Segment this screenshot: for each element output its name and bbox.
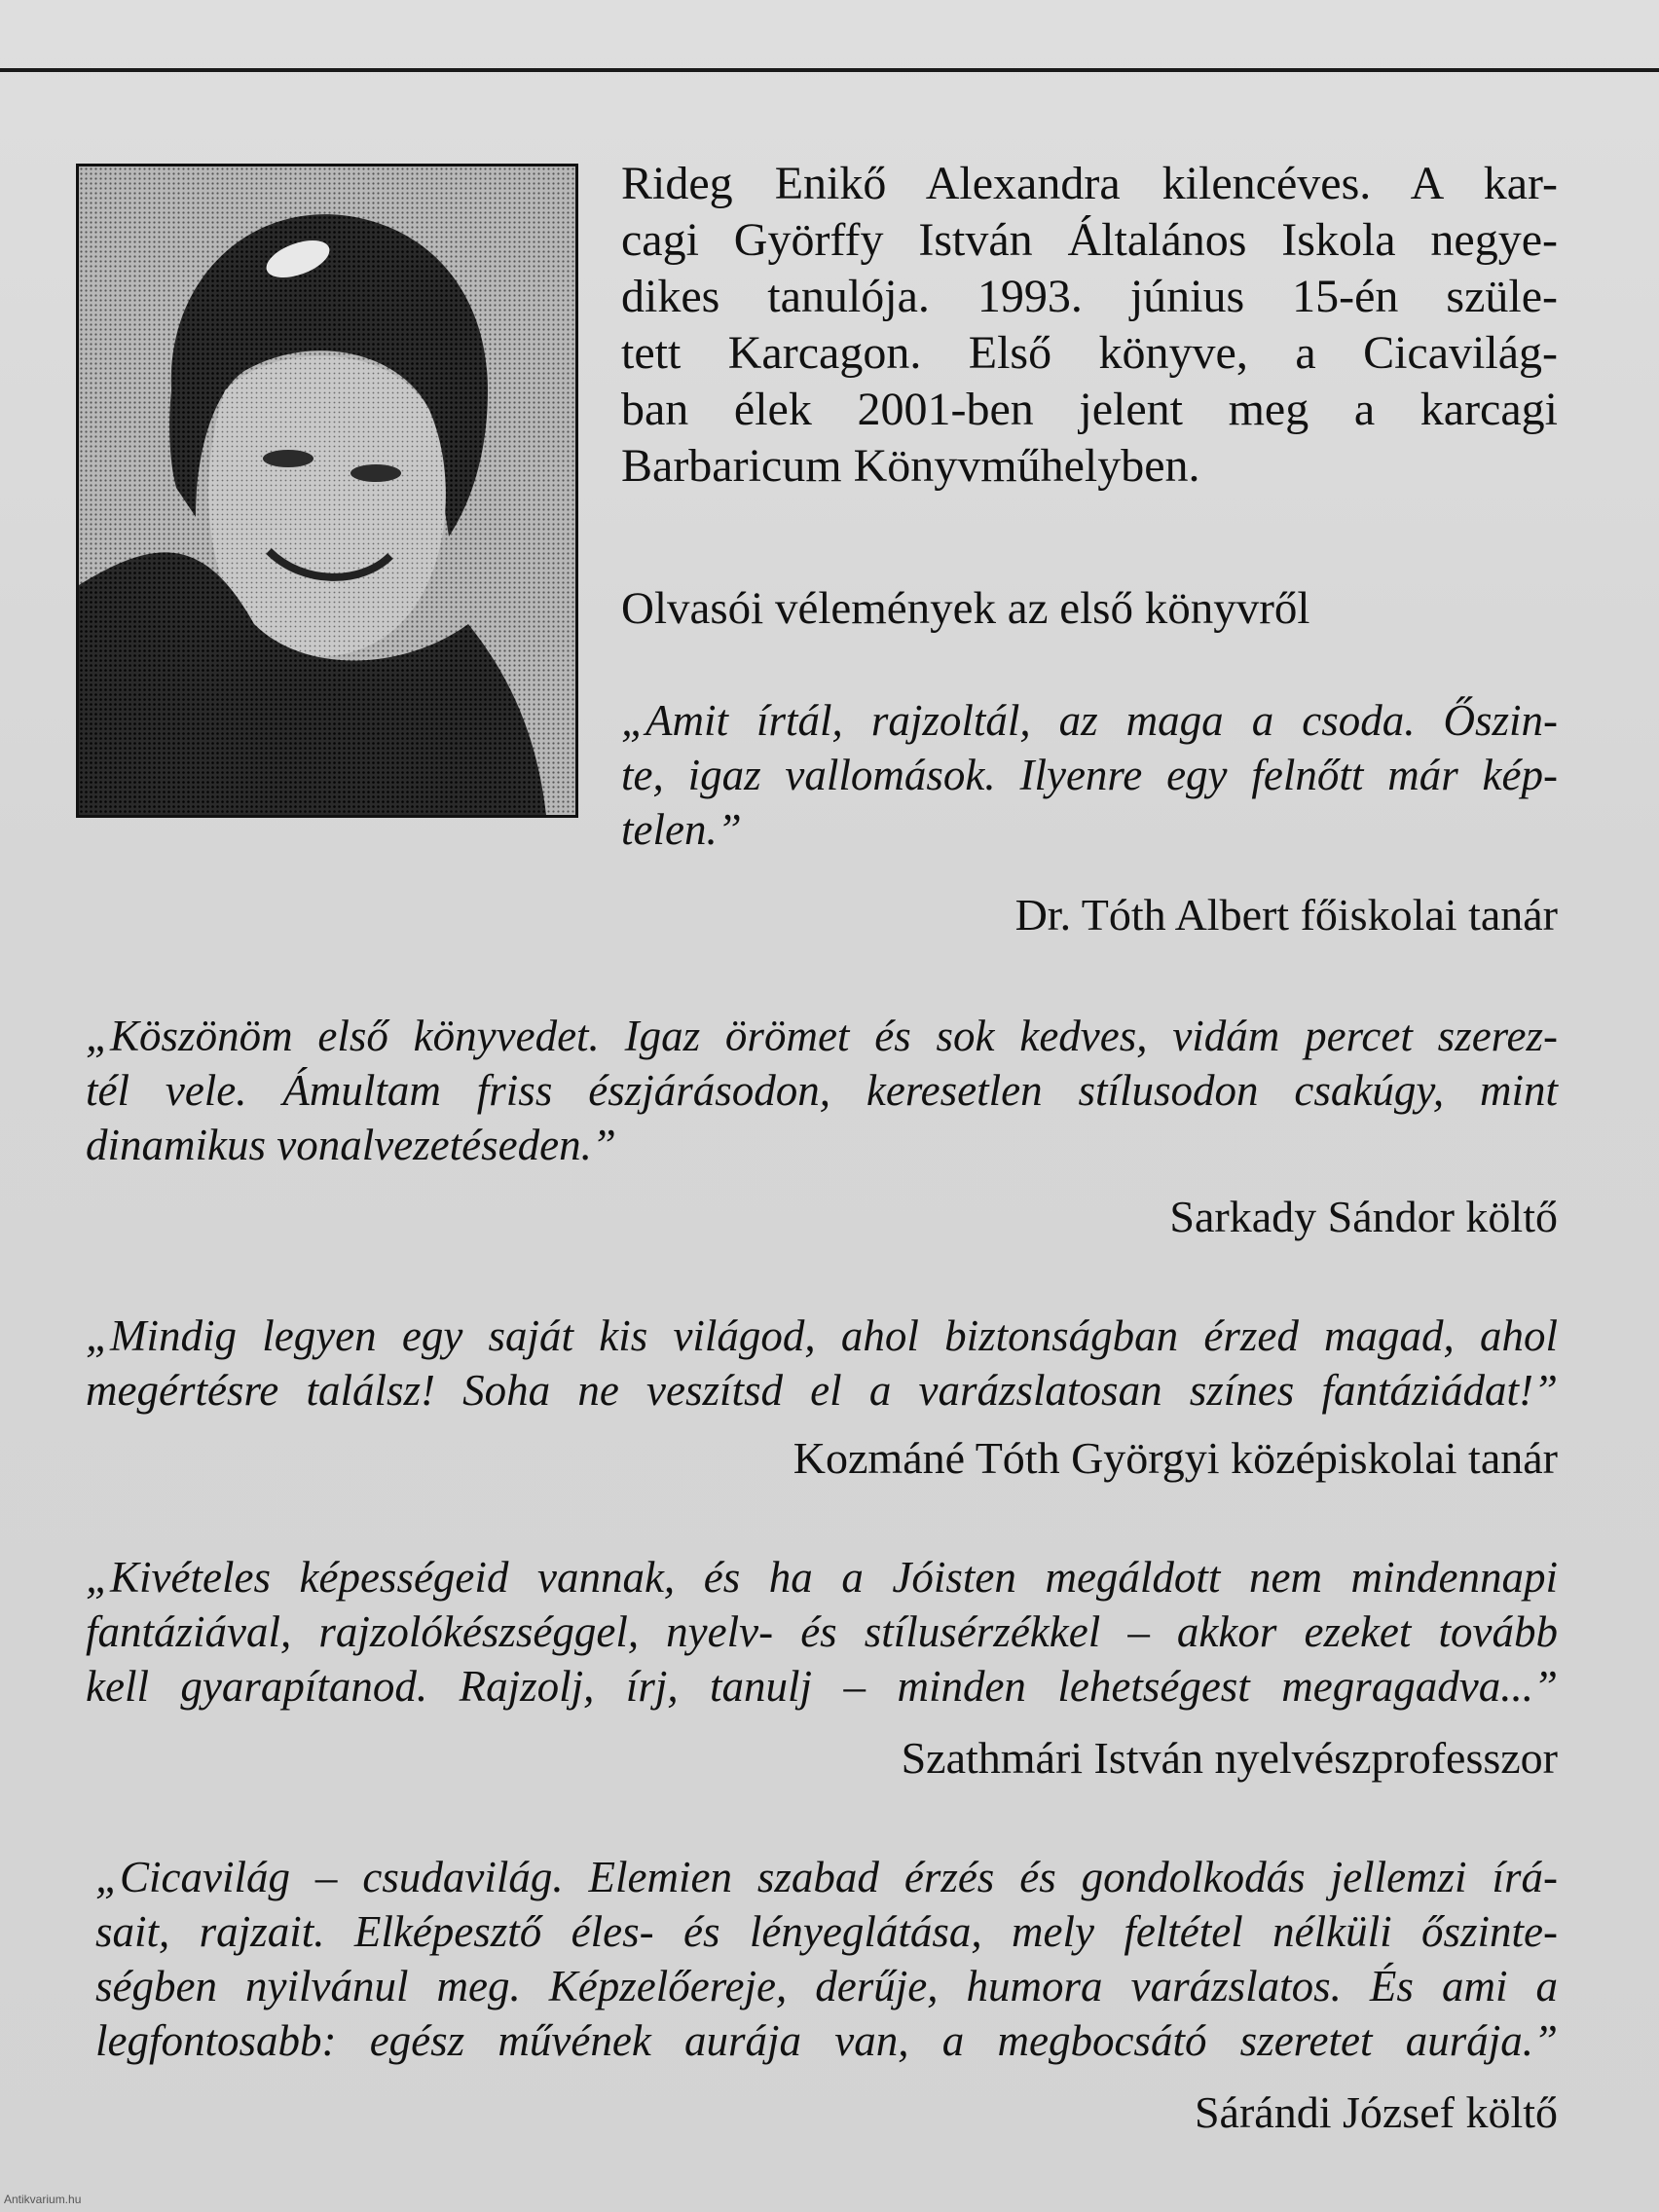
review-author: Kozmáné Tóth Györgyi középiskolai tanár [793, 1433, 1558, 1483]
quote-line: telen.” [621, 805, 742, 854]
author-photo [76, 164, 578, 818]
review-author: Sárándi József költő [1194, 2087, 1558, 2137]
quote-line: dinamikus vonalvezetéseden.” [86, 1121, 616, 1169]
bio-line: Rideg Enikő Alexandra kilencéves. A kar- [621, 158, 1558, 209]
quote-line: megértésre találsz! Soha ne veszítsd el a varázslatosan színes fantáziádat!” [86, 1366, 1558, 1415]
reviews-heading: Olvasói vélemények az első könyvről [621, 583, 1310, 634]
quote-line: tél vele. Ámultam friss észjárásodon, keresetlen stílusodon csakúgy, mint [86, 1066, 1558, 1115]
review-quote [86, 1550, 1558, 1714]
author-bio [621, 156, 1558, 495]
quote-line: „Kivételes képességeid vannak, és ha a Jóisten megáldott nem mindennapi [86, 1553, 1558, 1602]
top-rule [0, 68, 1659, 72]
bio-line: tett Karcagon. Első könyve, a Cicavilág- [621, 327, 1558, 379]
quote-line: „Mindig legyen egy saját kis világod, ahol biztonságban érzed magad, ahol [86, 1311, 1558, 1360]
bio-line: ban élek 2001-ben jelent meg a karcagi [621, 384, 1558, 435]
quote-line: sait, rajzait. Elképesztő éles- és lényeglátása, mely feltétel nélküli őszinte- [95, 1907, 1558, 1956]
quote-line: „Cicavilág – csudavilág. Elemien szabad érzés és gondolkodás jellemzi írá- [95, 1853, 1558, 1901]
review-quote [95, 1850, 1558, 2068]
quote-line: „Amit írtál, rajzoltál, az maga a csoda. Őszin- [621, 696, 1558, 745]
bio-line: dikes tanulója. 1993. június 15-én szüle- [621, 271, 1558, 322]
quote-line: fantáziával, rajzolókészséggel, nyelv- és stílusérzékkel – akkor ezeket tovább [86, 1607, 1558, 1656]
review-author: Dr. Tóth Albert főiskolai tanár [1014, 890, 1558, 940]
bio-line: Barbaricum Könyvműhelyben. [621, 440, 1200, 492]
review-quote [86, 1009, 1558, 1172]
quote-line: ségben nyilvánul meg. Képzelőereje, derűje, humora varázslatos. És ami a [95, 1962, 1558, 2010]
review-author: Szathmári István nyelvészprofesszor [901, 1733, 1558, 1783]
review-quote [621, 693, 1558, 857]
watermark: Antikvarium.hu [4, 2193, 82, 2206]
quote-line: kell gyarapítanod. Rajzolj, írj, tanulj – minden lehetségest megragadva...” [86, 1662, 1558, 1711]
quote-line: legfontosabb: egész művének aurája van, a megbocsátó szeretet aurája.” [95, 2016, 1558, 2065]
quote-line: „Köszönöm első könyvedet. Igaz örömet és sok kedves, vidám percet szerez- [86, 1012, 1558, 1060]
bio-line: cagi Györffy István Általános Iskola negye- [621, 214, 1558, 266]
review-quote [86, 1309, 1558, 1418]
review-author: Sarkady Sándor költő [1169, 1192, 1558, 1241]
quote-line: te, igaz vallomások. Ilyenre egy felnőtt már kép- [621, 751, 1558, 799]
